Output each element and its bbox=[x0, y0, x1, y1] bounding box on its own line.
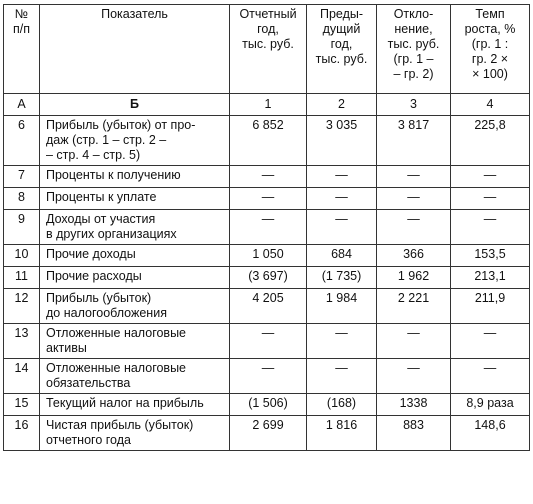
row-number-cell: 7 bbox=[4, 166, 40, 188]
previous-year-cell: 1 816 bbox=[307, 416, 377, 451]
header-growth-rate: Темп роста, % (гр. 1 : гр. 2 × × 100) bbox=[451, 5, 530, 94]
previous-year-cell: — bbox=[307, 359, 377, 394]
table-row bbox=[4, 116, 530, 166]
growth-rate-cell: 153,5 bbox=[451, 245, 530, 267]
reporting-year-cell: 4 205 bbox=[230, 289, 307, 324]
row-indicator-cell: Текущий налог на прибыль bbox=[40, 394, 230, 416]
growth-rate-cell: — bbox=[451, 359, 530, 394]
reporting-year-cell: 2 699 bbox=[230, 416, 307, 451]
growth-rate-cell: 148,6 bbox=[451, 416, 530, 451]
reporting-year-cell: — bbox=[230, 210, 307, 245]
index-cell: 4 bbox=[451, 94, 530, 116]
reporting-year-cell: — bbox=[230, 359, 307, 394]
row-indicator-cell: Доходы от участия в других организациях bbox=[40, 210, 230, 245]
growth-rate-cell: 213,1 bbox=[451, 267, 530, 289]
deviation-cell: — bbox=[377, 166, 451, 188]
row-indicator-cell: Прибыль (убыток) от про- даж (стр. 1 – стр. 2 – – стр. 4 – стр. 5) bbox=[40, 116, 230, 166]
column-index-row bbox=[4, 94, 530, 116]
table-row bbox=[4, 394, 530, 416]
financial-results-table bbox=[3, 4, 530, 451]
row-indicator-cell: Проценты к уплате bbox=[40, 188, 230, 210]
row-indicator-cell: Прочие расходы bbox=[40, 267, 230, 289]
header-number: № п/п bbox=[4, 5, 40, 94]
previous-year-cell: 684 bbox=[307, 245, 377, 267]
deviation-cell: — bbox=[377, 188, 451, 210]
row-number-cell: 8 bbox=[4, 188, 40, 210]
deviation-cell: 366 bbox=[377, 245, 451, 267]
deviation-cell: 2 221 bbox=[377, 289, 451, 324]
deviation-cell: — bbox=[377, 210, 451, 245]
deviation-cell: 883 bbox=[377, 416, 451, 451]
growth-rate-cell: 8,9 раза bbox=[451, 394, 530, 416]
previous-year-cell: — bbox=[307, 166, 377, 188]
previous-year-cell: (1 735) bbox=[307, 267, 377, 289]
growth-rate-cell: — bbox=[451, 324, 530, 359]
table-row bbox=[4, 267, 530, 289]
index-cell: Б bbox=[40, 94, 230, 116]
row-number-cell: 14 bbox=[4, 359, 40, 394]
table-row bbox=[4, 359, 530, 394]
header-deviation: Откло- нение, тыс. руб. (гр. 1 – – гр. 2) bbox=[377, 5, 451, 94]
growth-rate-cell: — bbox=[451, 166, 530, 188]
table-row bbox=[4, 188, 530, 210]
row-indicator-cell: Проценты к получению bbox=[40, 166, 230, 188]
deviation-cell: 1338 bbox=[377, 394, 451, 416]
table-row bbox=[4, 324, 530, 359]
previous-year-cell: 1 984 bbox=[307, 289, 377, 324]
row-number-cell: 15 bbox=[4, 394, 40, 416]
previous-year-cell: — bbox=[307, 210, 377, 245]
previous-year-cell: — bbox=[307, 188, 377, 210]
header-previous-year: Преды- дущий год, тыс. руб. bbox=[307, 5, 377, 94]
growth-rate-cell: 211,9 bbox=[451, 289, 530, 324]
growth-rate-cell: 225,8 bbox=[451, 116, 530, 166]
previous-year-cell: 3 035 bbox=[307, 116, 377, 166]
header-indicator: Показатель bbox=[40, 5, 230, 94]
row-indicator-cell: Прочие доходы bbox=[40, 245, 230, 267]
row-number-cell: 13 bbox=[4, 324, 40, 359]
table-row bbox=[4, 210, 530, 245]
index-cell: 2 bbox=[307, 94, 377, 116]
row-indicator-cell: Прибыль (убыток) до налогообложения bbox=[40, 289, 230, 324]
deviation-cell: 1 962 bbox=[377, 267, 451, 289]
table-body bbox=[4, 116, 530, 451]
header-row bbox=[4, 5, 530, 94]
table-row bbox=[4, 416, 530, 451]
reporting-year-cell: (3 697) bbox=[230, 267, 307, 289]
deviation-cell: — bbox=[377, 359, 451, 394]
reporting-year-cell: — bbox=[230, 166, 307, 188]
row-indicator-cell: Чистая прибыль (убыток) отчетного года bbox=[40, 416, 230, 451]
deviation-cell: — bbox=[377, 324, 451, 359]
reporting-year-cell: — bbox=[230, 188, 307, 210]
header-reporting-year: Отчетный год, тыс. руб. bbox=[230, 5, 307, 94]
index-cell: 1 bbox=[230, 94, 307, 116]
row-number-cell: 12 bbox=[4, 289, 40, 324]
row-indicator-cell: Отложенные налоговые активы bbox=[40, 324, 230, 359]
growth-rate-cell: — bbox=[451, 188, 530, 210]
previous-year-cell: (168) bbox=[307, 394, 377, 416]
table-row bbox=[4, 245, 530, 267]
row-number-cell: 11 bbox=[4, 267, 40, 289]
reporting-year-cell: (1 506) bbox=[230, 394, 307, 416]
reporting-year-cell: 1 050 bbox=[230, 245, 307, 267]
row-number-cell: 16 bbox=[4, 416, 40, 451]
reporting-year-cell: 6 852 bbox=[230, 116, 307, 166]
row-number-cell: 6 bbox=[4, 116, 40, 166]
index-cell: А bbox=[4, 94, 40, 116]
table-row bbox=[4, 166, 530, 188]
previous-year-cell: — bbox=[307, 324, 377, 359]
index-cell: 3 bbox=[377, 94, 451, 116]
deviation-cell: 3 817 bbox=[377, 116, 451, 166]
row-number-cell: 9 bbox=[4, 210, 40, 245]
growth-rate-cell: — bbox=[451, 210, 530, 245]
row-number-cell: 10 bbox=[4, 245, 40, 267]
row-indicator-cell: Отложенные налоговые обязательства bbox=[40, 359, 230, 394]
reporting-year-cell: — bbox=[230, 324, 307, 359]
document-table-wrapper bbox=[3, 4, 530, 451]
table-row bbox=[4, 289, 530, 324]
